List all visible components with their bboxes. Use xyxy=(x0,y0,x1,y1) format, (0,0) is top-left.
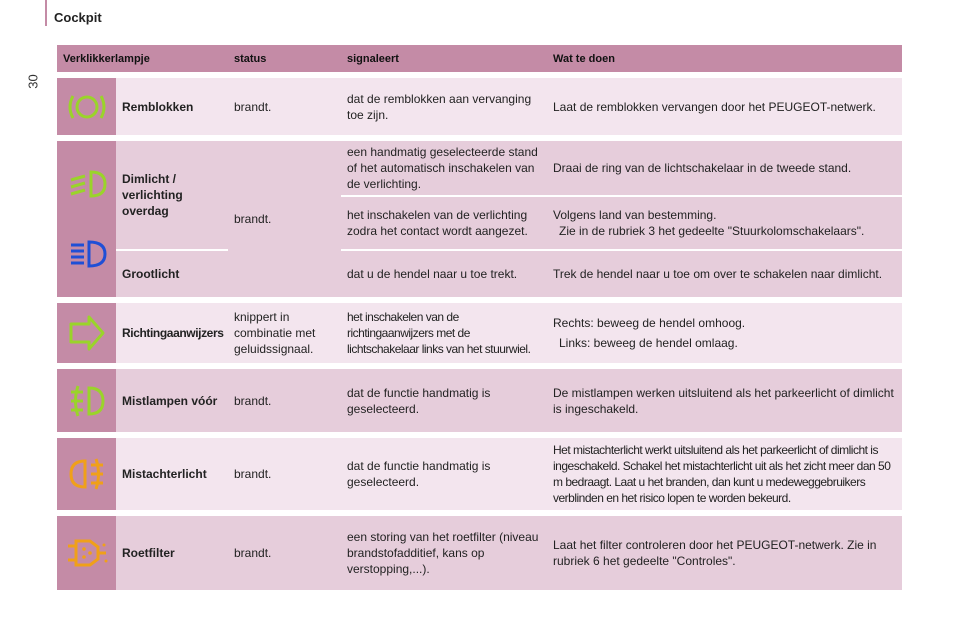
row-label: Roetfilter xyxy=(116,516,228,590)
action-line: Volgens land van bestemming. xyxy=(553,208,717,222)
action-line: Rechts: beweeg de hendel omhoog. xyxy=(553,316,746,330)
row-label: Mistlampen vóór xyxy=(116,369,228,432)
table-row xyxy=(57,141,902,195)
particle-filter-icon xyxy=(57,516,116,590)
dipped-beam-icon xyxy=(57,168,116,200)
main-beam-icon xyxy=(57,238,116,270)
section-title: Cockpit xyxy=(54,10,102,25)
table-row xyxy=(57,516,902,590)
row-action: Laat het filter controleren door het PEUGEOT-netwerk. Zie in rubriek 6 het gedeelte "Controles". xyxy=(547,516,902,590)
table-row xyxy=(57,369,902,432)
row-action: Draai de ring van de lichtschakelaar in de tweede stand. xyxy=(547,141,902,195)
front-fog-icon xyxy=(57,369,116,432)
section-marker-bar xyxy=(45,0,47,26)
row-signal: dat u de hendel naar u toe trekt. xyxy=(341,249,547,297)
row-action: De mistlampen werken uitsluitend als het parkeerlicht of dimlicht is ingeschakeld. xyxy=(547,369,902,432)
header-action: Wat te doen xyxy=(547,45,902,72)
row-status: brandt. xyxy=(228,141,341,297)
table-row xyxy=(57,78,902,135)
row-label: Remblokken xyxy=(116,78,228,135)
row-status: knippert in combinatie met geluidssignaal. xyxy=(228,303,341,363)
row-label: Richtingaanwijzers xyxy=(116,303,228,363)
table-row xyxy=(57,303,902,363)
row-signal: een storing van het roetfilter (niveau brandstofadditief, kans op verstopping,...). xyxy=(341,516,547,590)
header-signal: signaleert xyxy=(341,45,547,72)
page-number: 30 xyxy=(25,74,41,89)
brake-pad-icon xyxy=(57,78,116,135)
table-row xyxy=(57,249,902,297)
table-row xyxy=(57,438,902,510)
header-status: status xyxy=(228,45,341,72)
rear-fog-icon xyxy=(57,438,116,510)
row-action xyxy=(547,195,902,249)
row-status: brandt. xyxy=(228,369,341,432)
table-header-row xyxy=(57,45,902,72)
row-signal: dat de functie handmatig is geselecteerd. xyxy=(341,438,547,510)
lamp-icons-cell xyxy=(57,141,116,297)
turn-signal-arrow-icon xyxy=(57,303,116,363)
row-label: Grootlicht xyxy=(116,249,228,297)
row-signal: een handmatig geselecteerde stand of het automatisch inschakelen van de verlichting. xyxy=(341,141,547,195)
row-action xyxy=(547,303,902,363)
action-line: Links: beweeg de hendel omlaag. xyxy=(559,336,738,350)
row-status: brandt. xyxy=(228,516,341,590)
row-signal: dat de functie handmatig is geselecteerd. xyxy=(341,369,547,432)
row-action: Trek de hendel naar u toe om over te schakelen naar dimlicht. xyxy=(547,249,902,297)
row-label: Mistachterlicht xyxy=(116,438,228,510)
row-signal: het inschakelen van de verlichting zodra het contact wordt aangezet. xyxy=(341,195,547,249)
row-action: Laat de remblokken vervangen door het PEUGEOT-netwerk. xyxy=(547,78,902,135)
header-lamp: Verklikkerlampje xyxy=(57,45,228,72)
row-status: brandt. xyxy=(228,438,341,510)
row-signal: dat de remblokken aan vervanging toe zijn. xyxy=(341,78,547,135)
row-action: Het mistachterlicht werkt uitsluitend als het parkeerlicht of dimlicht is ingeschakeld. Schakel het mistachterlicht uit als het zicht meer dan 50 m bedraagt. Laat u het branden, dan kunt u medeweggebruikers verblinden en het risico lopen te worden bekeurd. xyxy=(547,438,902,510)
row-label: Dimlicht / verlichting overdag xyxy=(116,141,228,249)
row-status: brandt. xyxy=(228,78,341,135)
action-line: Zie in de rubriek 3 het gedeelte "Stuurkolomschakelaars". xyxy=(559,224,865,238)
warning-lamps-table xyxy=(57,45,902,590)
row-signal: het inschakelen van de richtingaanwijzers met de lichtschakelaar links van het stuurwiel. xyxy=(341,303,547,363)
